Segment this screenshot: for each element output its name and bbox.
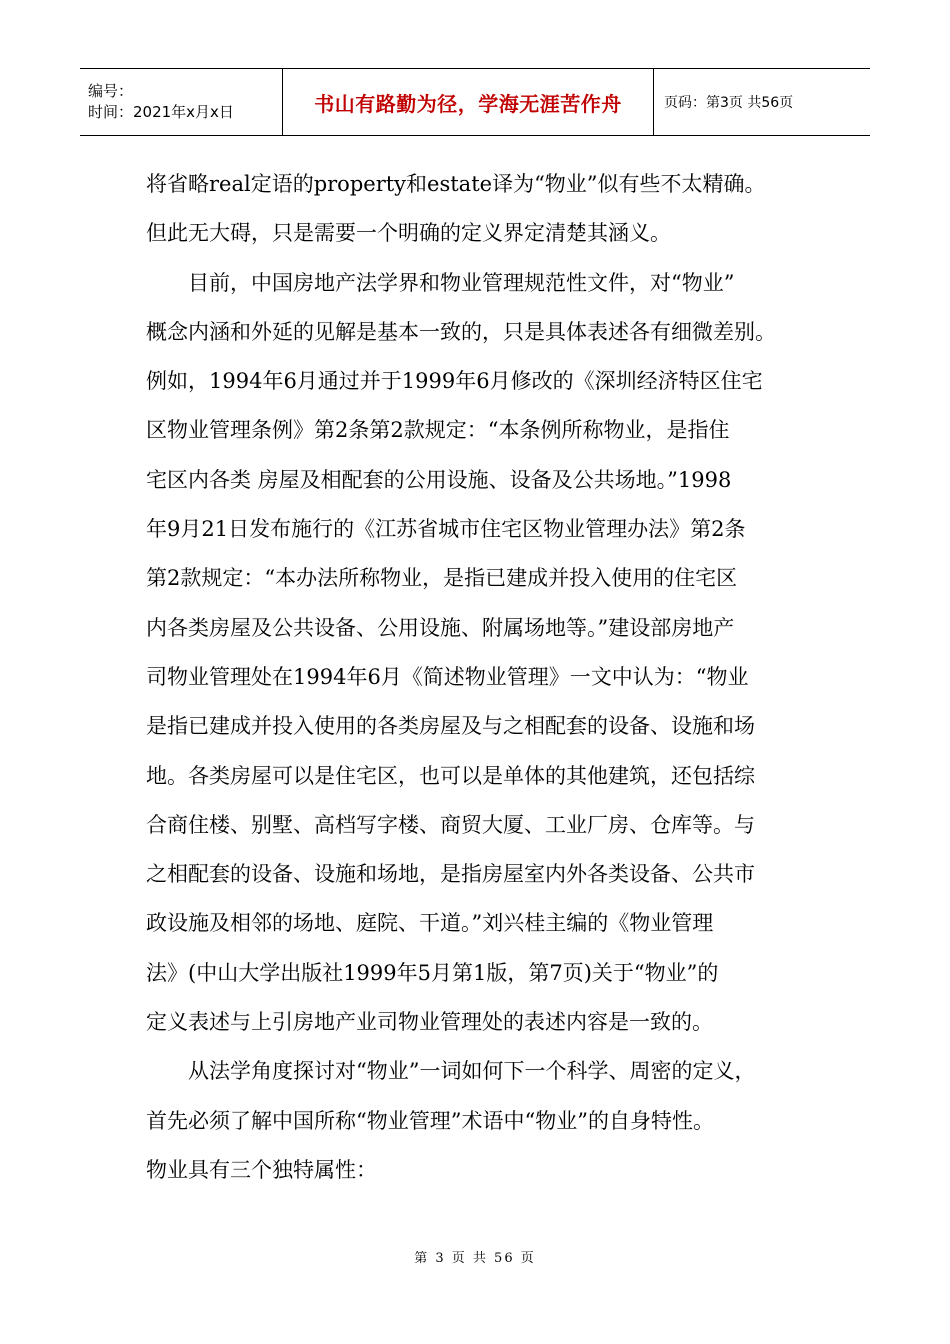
- page-footer: 第 3 页 共 56 页: [414, 1251, 536, 1266]
- body-line: 年9月21日发布施行的《江苏省城市住宅区物业管理办法》第2条: [146, 517, 746, 542]
- body-line: 首先必须了解中国所称“物业管理”术语中“物业”的自身特性。: [146, 1108, 714, 1133]
- body-line: 从法学角度探讨对“物业”一词如何下一个科学、周密的定义，: [188, 1059, 756, 1084]
- body-line: 司物业管理处在1994年6月《简述物业管理》一文中认为：“物业: [146, 664, 749, 689]
- body-line: 物业具有三个独特属性：: [146, 1157, 377, 1182]
- document-date-label: 时间：2021年x月x日: [88, 103, 234, 121]
- header-page-info: 页码：第3页 共56页: [664, 95, 794, 111]
- body-line: 区物业管理条例》第2条第2款规定：“本条例所称物业，是指住: [146, 418, 730, 443]
- body-line: 宅区内各类 房屋及相配套的公用设施、设备及公共场地。”1998: [146, 467, 732, 492]
- body-line: 政设施及相邻的场地、庭院、干道。”刘兴桂主编的《物业管理: [146, 911, 714, 936]
- body-line: 目前，中国房地产法学界和物业管理规范性文件，对“物业”: [188, 270, 735, 295]
- body-line: 内各类房屋及公共设备、公用设施、附属场地等。”建设部房地产: [146, 615, 735, 640]
- body-line: 但此无大碍，只是需要一个明确的定义界定清楚其涵义。: [146, 221, 671, 246]
- header-motto: 书山有路勤为径，学海无涯苦作舟: [282, 69, 654, 135]
- body-line: 合商住楼、别墅、高档写字楼、商贸大厦、工业厂房、仓库等。与: [146, 812, 755, 837]
- body-line: 概念内涵和外延的见解是基本一致的，只是具体表述各有细微差别。: [146, 319, 776, 344]
- body-line: 定义表述与上引房地产业司物业管理处的表述内容是一致的。: [146, 1010, 713, 1035]
- document-number-label: 编号：: [88, 82, 134, 100]
- body-line: 之相配套的设备、设施和场地，是指房屋室内外各类设备、公共市: [146, 862, 755, 887]
- page-header: [80, 68, 870, 136]
- header-meta: [80, 69, 282, 135]
- body-line: 是指已建成并投入使用的各类房屋及与之相配套的设备、设施和场: [146, 714, 755, 739]
- document-body: [146, 160, 806, 1195]
- body-line: 地。各类房屋可以是住宅区，也可以是单体的其他建筑，还包括综: [146, 763, 755, 788]
- body-line: 将省略real定语的property和estate译为“物业”似有些不太精确。: [146, 172, 766, 196]
- body-line: 法》(中山大学出版社1999年5月第1版，第7页)关于“物业”的: [146, 960, 719, 985]
- body-line: 例如，1994年6月通过并于1999年6月修改的《深圳经济特区住宅: [146, 369, 763, 394]
- body-line: 第2款规定：“本办法所称物业，是指已建成并投入使用的住宅区: [146, 566, 738, 591]
